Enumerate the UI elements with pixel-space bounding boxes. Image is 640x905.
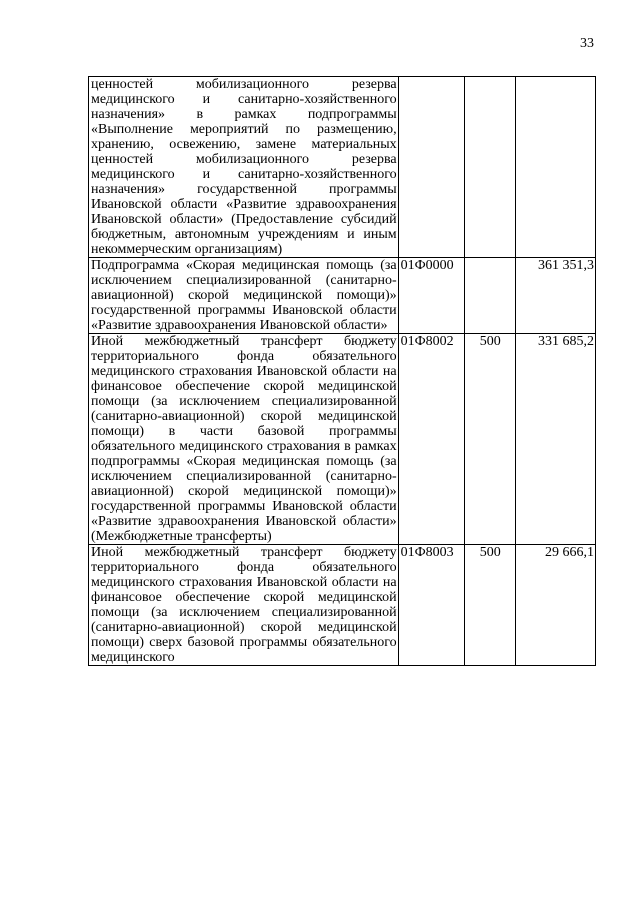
budget-table [88, 76, 596, 666]
description-text: Иной межбюджетный трансферт бюджету территориального фонда обязательного медицинского страхования Ивановской области на финансовое обеспечение скорой медицинской помощи (за исключением специализированной (санитарно-авиационной) скорой медицинской помощи) сверх базовой программы обязательного медицинского [91, 545, 397, 665]
row-target-code: 01Ф8003 [398, 545, 464, 666]
row-description [89, 77, 399, 258]
row-expense-type: 500 [464, 545, 515, 666]
row-expense-type [464, 258, 515, 334]
description-text: Иной межбюджетный трансферт бюджету территориального фонда обязательного медицинского страхования Ивановской области на финансовое обеспечение скорой медицинской помощи (за исключением специализированной (санитарно-авиационной) скорой медицинской помощи) в части базовой программы обязательного медицинского страхования в рамках подпрограммы «Скорая медицинская помощь (за исключением специализированной (санитарно-авиационной) скорой медицинской помощи)» государственной программы Ивановской области «Развитие здравоохранения Ивановской области» (Межбюджетные трансферты) [91, 334, 397, 544]
row-amount: 361 351,3 [515, 258, 595, 334]
table-row [89, 545, 596, 666]
table-row [89, 334, 596, 545]
row-target-code [398, 77, 464, 258]
page-number: 33 [580, 36, 594, 51]
description-text: ценностей мобилизационного резерва медицинского и санитарно-хозяйственного назначения» в рамках подпрограммы «Выполнение мероприятий по размещению, хранению, освежению, замене материальных ценностей мобилизационного резерва медицинского и санитарно-хозяйственного назначения» государственной программы Ивановской области «Развитие здравоохранения Ивановской области» (Предоставление субсидий бюджетным, автономным учреждениям и иным некоммерческим организациям) [91, 77, 397, 257]
row-description [89, 334, 399, 545]
table-row [89, 77, 596, 258]
table-row [89, 258, 596, 334]
row-target-code: 01Ф0000 [398, 258, 464, 334]
row-amount: 29 666,1 [515, 545, 595, 666]
row-description [89, 258, 399, 334]
row-expense-type [464, 77, 515, 258]
row-expense-type: 500 [464, 334, 515, 545]
row-description [89, 545, 399, 666]
description-text: Подпрограмма «Скорая медицинская помощь (за исключением специализированной (санитарно-авиационной) скорой медицинской помощи)» государственной программы Ивановской области «Развитие здравоохранения Ивановской области» [91, 258, 397, 333]
row-target-code: 01Ф8002 [398, 334, 464, 545]
row-amount [515, 77, 595, 258]
row-amount: 331 685,2 [515, 334, 595, 545]
